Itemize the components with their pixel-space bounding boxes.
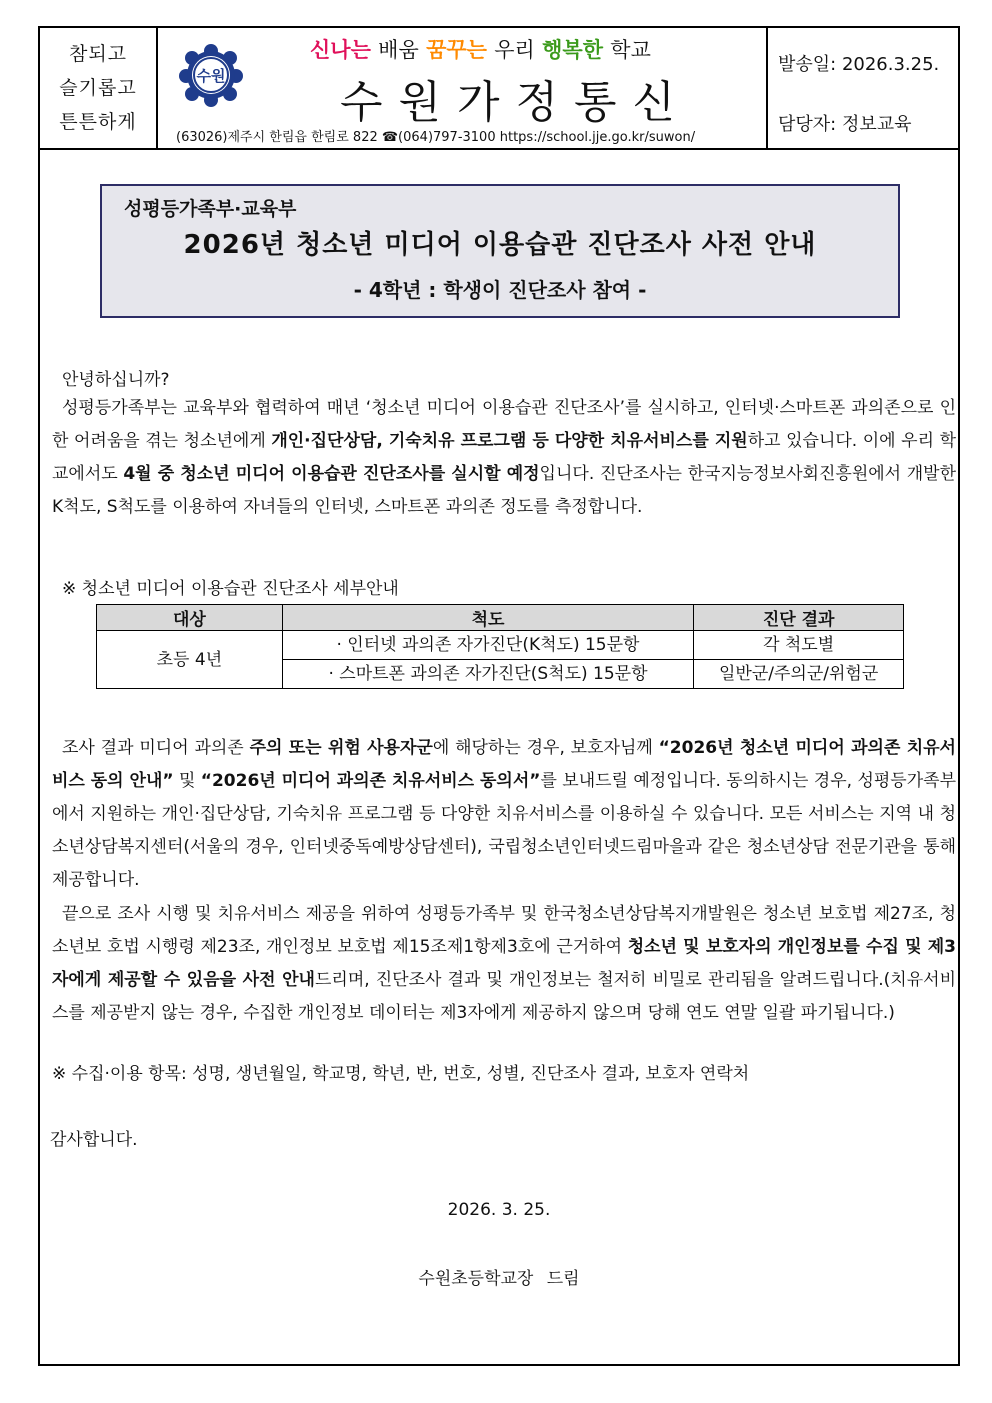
text-run: 끝으로 조사 시행 및 치유서비스 제공을 위하여 성평등가족부 및 한국청소년상담복지개발원은 청소년 보호법 제27조, 청소년보 호법 시행령 제23조, 개인정보 보호법 제15조제1항제3호에 근거하여 — [52, 904, 956, 957]
table-header-row — [97, 605, 904, 631]
motto-line-3: 튼튼하게 — [59, 111, 137, 133]
motto-line-2: 슬기롭고 — [59, 77, 137, 99]
principal-signature: 수원초등학교장 드림 — [418, 1269, 580, 1289]
table-cell-scale: · 스마트폰 과의존 자가진단(S척도) 15문항 — [282, 660, 693, 689]
notice-title: 2026년 청소년 미디어 이용습관 진단조사 사전 안내 — [183, 230, 817, 260]
slogan-word: 행복한 — [542, 38, 603, 62]
table-cell-result: 각 척도별 — [694, 631, 904, 660]
school-motto — [40, 28, 158, 148]
text-run: 및 — [173, 771, 201, 791]
issue-meta — [770, 28, 958, 148]
newsletter-brand — [160, 28, 768, 148]
paragraph-result — [52, 732, 956, 897]
table-cell-scale: · 인터넷 과의존 자가진단(K척도) 15문항 — [282, 631, 693, 660]
text-run-bold: 청소년 및 보호자의 개인정보를 수집 및 제3자에게 제공할 수 있음을 사전 안내 — [52, 937, 956, 990]
text-run: 드리며, 진단조사 결과 및 개인정보는 철저히 비밀로 관리됨을 알려드립니다.(치유서비스를 제공받지 않는 경우, 수집한 개인정보 데이터는 제3자에게 제공하지 않으며 당해 연도 연말 일괄 파기됩니다.) — [52, 970, 956, 1023]
emblem-text: 수원 — [196, 67, 226, 85]
motto-line-1: 참되고 — [68, 43, 128, 65]
text-run: 에 해당하는 경우, 보호자님께 — [432, 738, 659, 758]
slogan-word: 배움 — [378, 38, 419, 62]
table-row — [97, 631, 904, 660]
text-run-bold: “2026년 미디어 과의존 치유서비스 동의서” — [200, 771, 541, 791]
newsletter-page — [38, 26, 960, 1366]
text-run-bold: 주의 또는 위험 사용자군 — [249, 738, 433, 758]
ministry-label: 성평등가족부·교육부 — [124, 198, 297, 220]
table-header: 대상 — [97, 605, 283, 631]
closing-thanks: 감사합니다. — [50, 1130, 138, 1150]
newsletter-header — [40, 28, 958, 150]
school-slogan — [310, 34, 651, 64]
person-in-charge: 담당자: 정보교육 — [778, 114, 912, 135]
text-run-bold: 개인·집단상담, 기숙치유 프로그램 등 다양한 치유서비스를 지원 — [271, 431, 748, 451]
text-run: 하고 있습니다. 이에 우리 학교에서도 — [52, 431, 956, 484]
letter-date: 2026. 3. 25. — [447, 1200, 551, 1220]
issue-date: 발송일: 2026.3.25. — [778, 54, 940, 75]
text-run: 입니다. 진단조사는 한국지능정보사회진흥원에서 개발한 K척도, S척도를 이용하여 자녀들의 인터넷, 스마트폰 과의존 정도를 측정합니다. — [52, 464, 957, 517]
table-cell-target: 초등 4년 — [97, 631, 283, 689]
paragraph-intro — [52, 392, 956, 524]
table-header: 척도 — [282, 605, 693, 631]
collected-items-note: ※ 수집·이용 항목: 성명, 생년월일, 학교명, 학년, 반, 번호, 성별, 진단조사 결과, 보호자 연락처 — [52, 1064, 750, 1084]
detail-label: ※ 청소년 미디어 이용습관 진단조사 세부안내 — [62, 579, 399, 599]
text-run: 성평등가족부는 교육부와 협력하여 매년 ‘청소년 미디어 이용습관 진단조사’를 실시하고, 인터넷·스마트폰 과의존으로 인한 어려움을 겪는 청소년에게 — [52, 398, 956, 451]
slogan-word: 학교 — [610, 38, 651, 62]
slogan-word: 우리 — [494, 38, 535, 62]
table-header: 진단 결과 — [694, 605, 904, 631]
text-run: 를 보내드릴 예정입니다. 동의하시는 경우, 성평등가족부에서 지원하는 개인·집단상담, 기숙치유 프로그램 등 다양한 치유서비스를 이용하실 수 있습니다. 모든 서비스는 지역 내 청소년상담복지센터(서울의 경우, 인터넷중독예방상담센터), 국립청소년인터넷드림마을과 같은 청소년상담 전문기관을 통해 제공합니다. — [52, 771, 956, 890]
survey-detail-table — [96, 604, 904, 689]
table-cell-result: 일반군/주의군/위험군 — [694, 660, 904, 689]
notice-subtitle: - 4학년 : 학생이 진단조사 참여 - — [353, 278, 647, 302]
notice-title-box — [100, 184, 900, 318]
newsletter-title: 수원가정통신 — [340, 77, 692, 128]
text-run-bold: “2026년 청소년 미디어 과의존 치유서비스 동의 안내” — [52, 738, 956, 791]
text-run: 조사 결과 미디어 과의존 — [62, 738, 250, 758]
greeting: 안녕하십니까? — [62, 370, 170, 390]
slogan-word: 신나는 — [310, 38, 371, 62]
text-run-bold: 4월 중 청소년 미디어 이용습관 진단조사를 실시할 예정 — [123, 464, 540, 484]
paragraph-privacy — [52, 898, 956, 1030]
slogan-word: 꿈꾸는 — [426, 38, 487, 62]
school-emblem-icon — [178, 42, 244, 108]
school-address: (63026)제주시 한림읍 한림로 822 ☎(064)797-3100 https://school.jje.go.kr/suwon/ — [176, 130, 696, 145]
